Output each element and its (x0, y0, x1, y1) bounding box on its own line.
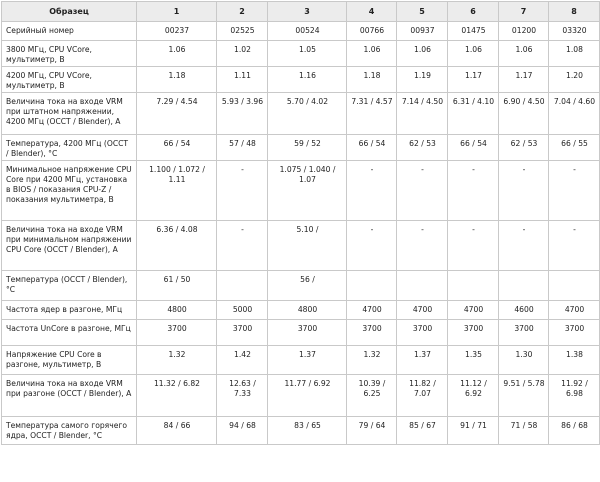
table-row (2, 417, 600, 445)
cell-sample-4: 4700 (347, 301, 397, 320)
cell-sample-2: - (217, 161, 268, 221)
row-label: Величина тока на входе VRM при минимальном напряжении CPU Core (OCCT / Blender), А (2, 221, 137, 271)
cell-sample-7: 9.51 / 5.78 (499, 375, 549, 417)
comparison-table (1, 1, 600, 445)
cell-sample-6: 6.31 / 4.10 (448, 93, 499, 135)
cell-sample-8: 4700 (549, 301, 600, 320)
table-row (2, 346, 600, 375)
cell-sample-7: 71 / 58 (499, 417, 549, 445)
cell-sample-2: 02525 (217, 22, 268, 41)
cell-sample-5: 62 / 53 (397, 135, 448, 161)
row-label: Серийный номер (2, 22, 137, 41)
cell-sample-3: 5.70 / 4.02 (268, 93, 347, 135)
cell-sample-7 (499, 271, 549, 301)
cell-sample-3: 3700 (268, 320, 347, 346)
cell-sample-8: - (549, 221, 600, 271)
cell-sample-8: 3700 (549, 320, 600, 346)
cell-sample-5: 1.37 (397, 346, 448, 375)
cell-sample-1: 6.36 / 4.08 (137, 221, 217, 271)
header-cell-7: 7 (499, 2, 549, 22)
cell-sample-7: 1.06 (499, 41, 549, 67)
cell-sample-4: 79 / 64 (347, 417, 397, 445)
cell-sample-8 (549, 271, 600, 301)
cell-sample-4 (347, 271, 397, 301)
cell-sample-2: 5000 (217, 301, 268, 320)
table-row (2, 375, 600, 417)
cell-sample-8: 1.20 (549, 67, 600, 93)
header-cell-2: 2 (217, 2, 268, 22)
cell-sample-7: 3700 (499, 320, 549, 346)
cell-sample-6: 11.12 / 6.92 (448, 375, 499, 417)
cell-sample-8: 7.04 / 4.60 (549, 93, 600, 135)
header-cell-5: 5 (397, 2, 448, 22)
row-label: Величина тока на входе VRM при разгоне (OCCT / Blender), А (2, 375, 137, 417)
table-row (2, 301, 600, 320)
cell-sample-5: - (397, 161, 448, 221)
cell-sample-7: 4600 (499, 301, 549, 320)
header-cell-sample: Образец (2, 2, 137, 22)
row-label: Минимальное напряжение CPU Core при 4200 МГц, установка в BIOS / показания CPU-Z / показания мультиметра, В (2, 161, 137, 221)
cell-sample-2: 1.11 (217, 67, 268, 93)
cell-sample-6: 01475 (448, 22, 499, 41)
cell-sample-8: 1.08 (549, 41, 600, 67)
row-label: 3800 МГц, CPU VCore, мультиметр, В (2, 41, 137, 67)
cell-sample-8: - (549, 161, 600, 221)
cell-sample-2: 5.93 / 3.96 (217, 93, 268, 135)
header-cell-3: 3 (268, 2, 347, 22)
cell-sample-3: 83 / 65 (268, 417, 347, 445)
cell-sample-1: 7.29 / 4.54 (137, 93, 217, 135)
cell-sample-5: - (397, 221, 448, 271)
row-label: Частота ядер в разгоне, МГц (2, 301, 137, 320)
cell-sample-5: 7.14 / 4.50 (397, 93, 448, 135)
cell-sample-1: 66 / 54 (137, 135, 217, 161)
cell-sample-1: 61 / 50 (137, 271, 217, 301)
cell-sample-6 (448, 271, 499, 301)
cell-sample-6: - (448, 161, 499, 221)
header-cell-1: 1 (137, 2, 217, 22)
cell-sample-3: 1.075 / 1.040 / 1.07 (268, 161, 347, 221)
header-cell-8: 8 (549, 2, 600, 22)
cell-sample-8: 1.38 (549, 346, 600, 375)
cell-sample-1: 4800 (137, 301, 217, 320)
cell-sample-4: 1.32 (347, 346, 397, 375)
table-row (2, 221, 600, 271)
table-row (2, 41, 600, 67)
row-label: Температура, 4200 МГц (OCCT / Blender), °C (2, 135, 137, 161)
cell-sample-8: 66 / 55 (549, 135, 600, 161)
header-row (2, 2, 600, 22)
table-row (2, 271, 600, 301)
cell-sample-6: - (448, 221, 499, 271)
cell-sample-4: 66 / 54 (347, 135, 397, 161)
table-header (2, 2, 600, 22)
cell-sample-7: 6.90 / 4.50 (499, 93, 549, 135)
cell-sample-4: 1.06 (347, 41, 397, 67)
row-label: Температура самого горячего ядра, OCCT / Blender, °C (2, 417, 137, 445)
cell-sample-2: 57 / 48 (217, 135, 268, 161)
cell-sample-4: 7.31 / 4.57 (347, 93, 397, 135)
cell-sample-4: - (347, 161, 397, 221)
cell-sample-4: 10.39 / 6.25 (347, 375, 397, 417)
cell-sample-3: 1.05 (268, 41, 347, 67)
table-row (2, 161, 600, 221)
table-body (2, 22, 600, 445)
cell-sample-2 (217, 271, 268, 301)
cell-sample-8: 03320 (549, 22, 600, 41)
cell-sample-3: 1.37 (268, 346, 347, 375)
row-label: 4200 МГц, CPU VCore, мультиметр, В (2, 67, 137, 93)
cell-sample-2: - (217, 221, 268, 271)
cell-sample-5: 11.82 / 7.07 (397, 375, 448, 417)
cell-sample-1: 84 / 66 (137, 417, 217, 445)
cell-sample-5 (397, 271, 448, 301)
cell-sample-4: - (347, 221, 397, 271)
cell-sample-5: 00937 (397, 22, 448, 41)
cell-sample-2: 12.63 / 7.33 (217, 375, 268, 417)
cell-sample-1: 1.06 (137, 41, 217, 67)
cell-sample-6: 1.35 (448, 346, 499, 375)
cell-sample-5: 1.19 (397, 67, 448, 93)
table-row (2, 135, 600, 161)
cell-sample-7: - (499, 221, 549, 271)
row-label: Величина тока на входе VRM при штатном напряжении, 4200 МГц (OCCT / Blender), А (2, 93, 137, 135)
header-cell-4: 4 (347, 2, 397, 22)
cell-sample-8: 86 / 68 (549, 417, 600, 445)
cell-sample-4: 3700 (347, 320, 397, 346)
table-row (2, 320, 600, 346)
cell-sample-6: 1.17 (448, 67, 499, 93)
cell-sample-6: 4700 (448, 301, 499, 320)
cell-sample-2: 94 / 68 (217, 417, 268, 445)
cell-sample-5: 85 / 67 (397, 417, 448, 445)
cell-sample-7: 1.30 (499, 346, 549, 375)
cell-sample-3: 59 / 52 (268, 135, 347, 161)
cell-sample-5: 1.06 (397, 41, 448, 67)
cell-sample-1: 00237 (137, 22, 217, 41)
cell-sample-3: 00524 (268, 22, 347, 41)
cell-sample-7: 01200 (499, 22, 549, 41)
cell-sample-6: 91 / 71 (448, 417, 499, 445)
cell-sample-2: 1.02 (217, 41, 268, 67)
table-row (2, 93, 600, 135)
cell-sample-3: 4800 (268, 301, 347, 320)
cell-sample-2: 1.42 (217, 346, 268, 375)
cell-sample-1: 11.32 / 6.82 (137, 375, 217, 417)
table-row (2, 67, 600, 93)
cell-sample-6: 1.06 (448, 41, 499, 67)
cell-sample-4: 1.18 (347, 67, 397, 93)
cell-sample-1: 1.32 (137, 346, 217, 375)
cell-sample-6: 66 / 54 (448, 135, 499, 161)
cell-sample-1: 1.100 / 1.072 / 1.11 (137, 161, 217, 221)
cell-sample-3: 56 / (268, 271, 347, 301)
cell-sample-3: 11.77 / 6.92 (268, 375, 347, 417)
cell-sample-7: - (499, 161, 549, 221)
cell-sample-2: 3700 (217, 320, 268, 346)
row-label: Напряжение CPU Core в разгоне, мультиметр, В (2, 346, 137, 375)
cell-sample-6: 3700 (448, 320, 499, 346)
cell-sample-7: 62 / 53 (499, 135, 549, 161)
cell-sample-1: 3700 (137, 320, 217, 346)
cell-sample-1: 1.18 (137, 67, 217, 93)
cell-sample-5: 4700 (397, 301, 448, 320)
row-label: Температура (OCCT / Blender), °C (2, 271, 137, 301)
row-label: Частота UnCore в разгоне, МГц (2, 320, 137, 346)
cell-sample-5: 3700 (397, 320, 448, 346)
cell-sample-3: 5.10 / (268, 221, 347, 271)
cell-sample-4: 00766 (347, 22, 397, 41)
cell-sample-3: 1.16 (268, 67, 347, 93)
header-cell-6: 6 (448, 2, 499, 22)
cell-sample-7: 1.17 (499, 67, 549, 93)
table-row (2, 22, 600, 41)
cell-sample-8: 11.92 / 6.98 (549, 375, 600, 417)
